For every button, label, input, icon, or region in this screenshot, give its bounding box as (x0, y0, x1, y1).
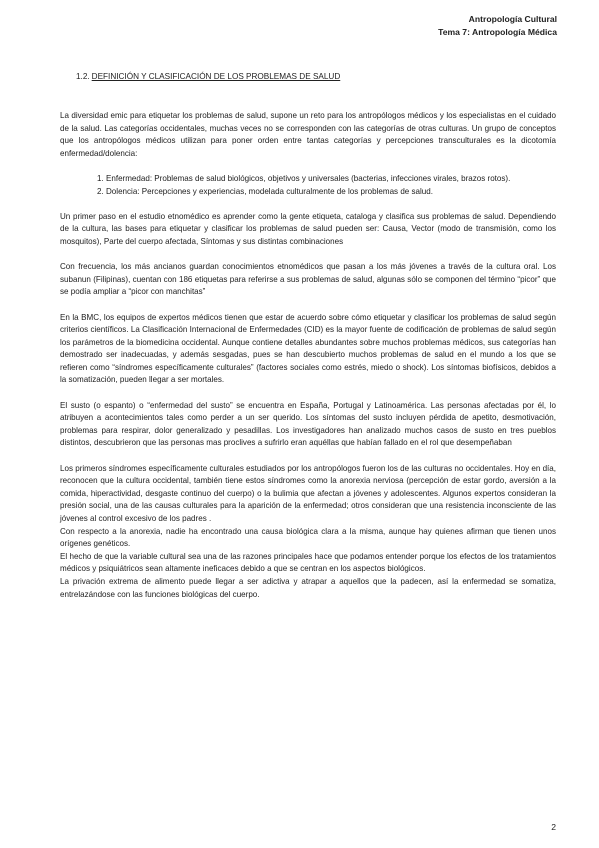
page-header (438, 13, 557, 39)
paragraph: La diversidad emic para etiquetar los problemas de salud, supone un reto para los antropólogos médicos y los especialistas en el cuidado de la salud. Las categorías occidentales, muchas veces no se corresponden con las categorías de otras culturas. Un grupo de conceptos que los antropólogos médicos utilizan para poner orden entre tantas categorías y percepciones transculturales es la dicotomía enfermedad/dolencia: (60, 111, 556, 158)
course-title: Antropología Cultural (468, 14, 557, 24)
paragraph: Los primeros síndromes específicamente culturales estudiados por los antropólogos fueron los de las culturas no occidentales. Hoy en día, reconocen que la cultura occidental, también tiene estos síndromes como la anorexia nerviosa (percepción de estar gordo, aversión a la comida, hiperactividad, desgaste continuo del cuerpo) o la bulimia que afectan a jóvenes y adolescentes. Algunos expertos consideran la presión social, una de las causas culturales para la aparición de la enfermedad; otros consideran que una resistencia inconsciente de las jóvenes al control excesivo de los padres . (60, 463, 556, 523)
section-number: 1.2. (76, 72, 90, 81)
list-item: 2. Dolencia: Percepciones y experiencias, modelada culturalmente de los problemas de salud. (106, 186, 556, 199)
list-item: 1. Enfermedad: Problemas de salud biológicos, objetivos y universales (bacterias, infecciones virales, brazos rotos). (106, 173, 556, 186)
section-title-text: DEFINICIÓN Y CLASIFICACIÓN DE LOS PROBLEMAS DE SALUD (91, 72, 341, 81)
page-number: 2 (551, 822, 556, 832)
paragraph: El hecho de que la variable cultural sea una de las razones principales hace que podamos entender porque los efectos de los tratamientos médicos y psiquiátricos sean altamente ineficaces debido a que se centran en los aspectos biológicos. (60, 551, 556, 574)
topic-title: Tema 7: Antropología Médica (438, 27, 557, 37)
paragraph: La privación extrema de alimento puede llegar a ser adictiva y atrapar a aquellos que la padecen, así la enfermedad se somatiza, entrelazándose con las funciones biológicas del cuerpo. (60, 576, 556, 599)
document-body (60, 110, 556, 601)
paragraph: Con frecuencia, los más ancianos guardan conocimientos etnomédicos que pasan a los más jóvenes a través de la cultura oral. Los subanun (Filipinas), cuentan con 186 etiquetas para referirse a sus problemas de salud, algunas sólo se componen del término “picor” que se podía ampliar a “picor con manchitas” (60, 262, 556, 297)
section-heading (76, 72, 340, 81)
paragraph: Con respecto a la anorexia, nadie ha encontrado una causa biológica clara a la misma, aunque hay quienes afirman que tienen unos orígenes genéticos. (60, 526, 556, 549)
paragraph: En la BMC, los equipos de expertos médicos tienen que estar de acuerdo sobre cómo etiquetar y clasificar los problemas de salud según criterios científicos. La Clasificación Internacional de Enfermedades (CID) es la mayor fuente de codificación de problemas de salud según los parámetros de la biomedicina occidental. Aunque contiene detalles abundantes sobre muchos problemas médicos, sus categorías han demostrado ser inadecuadas, y además sesgadas, pues se han descubierto muchos problemas de salud en el mundo a los que se refieren como “síndromes específicamente culturales” (factores sociales como estrés, miedo o shock). Los síntomas biofísicos, debidos a la somatización, pueden llegar a ser mortales. (60, 312, 556, 385)
paragraph: Un primer paso en el estudio etnomédico es aprender como la gente etiqueta, cataloga y clasifica sus problemas de salud. Dependiendo de la cultura, las bases para etiquetar y clasificar los problemas de salud pueden ser: Causa, Vector (modo de transmisión, como los mosquitos), Parte del cuerpo afectada, Síntomas y sus distintas combinaciones (60, 211, 556, 246)
definition-list (60, 173, 556, 198)
paragraph: El susto (o espanto) o “enfermedad del susto” se encuentra en España, Portugal y Latinoamérica. Las personas afectadas por él, lo atribuyen a acontecimientos tales como perder a un ser querido. Los síntomas del susto incluyen pérdida de apetito, desmotivación, problemas para respirar, dolor generalizado y pesadillas. Los investigadores han analizado muchos casos de susto en tres pueblos distintos, descubrieron que las personas mas proclives a sufrirlo eran aquéllas que habían fallado en el rol que desempeñaban (60, 400, 556, 448)
